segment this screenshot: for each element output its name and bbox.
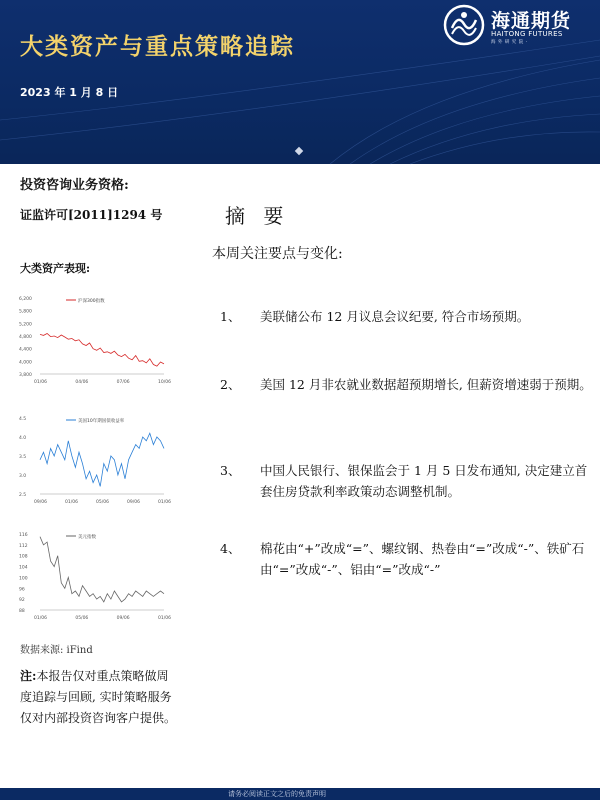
logo-subtitle: 海 外 研 究 院 ·	[491, 40, 528, 45]
disclaimer-note	[20, 666, 180, 729]
x-tick-label: 05/06	[75, 616, 89, 621]
note-text: 本报告仅对重点策略做周度追踪与回顾, 实时策略服务仅对内部投资咨询客户提供。	[20, 669, 177, 725]
x-tick-label: 01/06	[34, 616, 47, 621]
y-tick-label: 92	[19, 598, 25, 604]
item-number: 1、	[220, 309, 241, 324]
x-tick-label: 09/06	[127, 500, 140, 505]
footer-disclaimer: 请务必阅读正文之后的免责声明	[228, 790, 326, 798]
list-item	[220, 374, 592, 395]
legend-label: 美国10年期国债收益率	[78, 419, 125, 424]
y-tick-label: 3,800	[19, 373, 32, 378]
x-tick-label: 09/06	[116, 616, 130, 621]
y-tick-label: 4.0	[19, 436, 27, 441]
series-line	[40, 433, 164, 486]
y-tick-label: 4,400	[19, 347, 32, 353]
y-tick-label: 116	[19, 533, 28, 538]
y-tick-label: 112	[19, 543, 28, 549]
y-tick-label: 100	[19, 576, 28, 582]
item-number: 3、	[220, 463, 241, 478]
y-tick-label: 96	[19, 587, 25, 593]
license-number: 证监许可[2011]1294 号	[20, 208, 163, 222]
item-number: 2、	[220, 377, 241, 392]
x-tick-label: 04/06	[75, 380, 89, 385]
x-tick-label: 01/06	[34, 380, 47, 385]
y-tick-label: 4,800	[19, 335, 32, 340]
y-tick-label: 4,000	[19, 360, 32, 366]
qualification-label: 投资咨询业务资格:	[20, 178, 129, 193]
logo-english-name: HAITONG FUTURES	[491, 30, 563, 38]
legend-label: 美元指数	[78, 535, 96, 540]
x-tick-label: 01/06	[65, 500, 78, 505]
logo-chinese-name: 海通期货	[491, 10, 572, 32]
x-tick-label: 05/06	[96, 500, 109, 505]
list-item	[220, 538, 592, 580]
y-tick-label: 3.5	[19, 455, 27, 460]
asset-performance-label: 大类资产表现:	[20, 262, 91, 275]
note-label: 注:	[20, 669, 37, 683]
item-text: 中国人民银行、银保监会于 1 月 5 日发布通知, 决定建立首套住房贷款利率政策动态调整机制。	[260, 463, 588, 499]
summary-title: 摘 要	[225, 204, 290, 228]
item-text: 棉花由“+”改成“=”、螺纹钢、热卷由“=”改成“-”、铁矿石由“=”改成“-”、铝由“=”改成“-”	[260, 541, 585, 577]
x-tick-label: 01/06	[158, 500, 171, 505]
data-source: 数据来源: iFind	[20, 645, 93, 656]
series-line	[40, 537, 164, 602]
item-number: 4、	[220, 541, 241, 556]
company-logo	[443, 4, 593, 48]
logo-emblem-icon	[443, 4, 485, 46]
section-heading: 本周关注要点与变化:	[212, 246, 343, 262]
y-tick-label: 104	[19, 565, 28, 571]
chart-csi300	[18, 292, 171, 387]
series-line	[40, 334, 164, 367]
y-tick-label: 3.0	[19, 474, 27, 479]
y-tick-label: 88	[19, 609, 25, 614]
item-text: 美国 12 月非农就业数据超预期增长, 但薪资增速弱于预期。	[260, 377, 592, 392]
chart-dxy	[18, 528, 171, 623]
report-title: 大类资产与重点策略追踪	[20, 33, 295, 60]
y-tick-label: 6,200	[19, 297, 32, 302]
y-tick-label: 4.5	[19, 417, 27, 422]
legend-label: 沪深300指数	[78, 299, 105, 304]
item-text: 美联储公布 12 月议息会议纪要, 符合市场预期。	[260, 309, 530, 324]
list-item	[220, 306, 592, 327]
x-tick-label: 10/06	[158, 380, 171, 385]
list-item	[220, 460, 592, 502]
y-tick-label: 108	[19, 554, 28, 560]
y-tick-label: 5,800	[19, 309, 32, 315]
y-tick-label: 2.5	[19, 493, 27, 498]
y-tick-label: 5,200	[19, 322, 32, 328]
x-tick-label: 07/06	[116, 380, 130, 385]
chart-us10y	[18, 412, 171, 507]
report-date: 2023 年 1 月 8 日	[20, 86, 119, 99]
report-header	[0, 0, 600, 164]
page-footer	[0, 788, 600, 800]
x-tick-label: 01/06	[158, 616, 171, 621]
x-tick-label: 09/06	[34, 500, 47, 505]
